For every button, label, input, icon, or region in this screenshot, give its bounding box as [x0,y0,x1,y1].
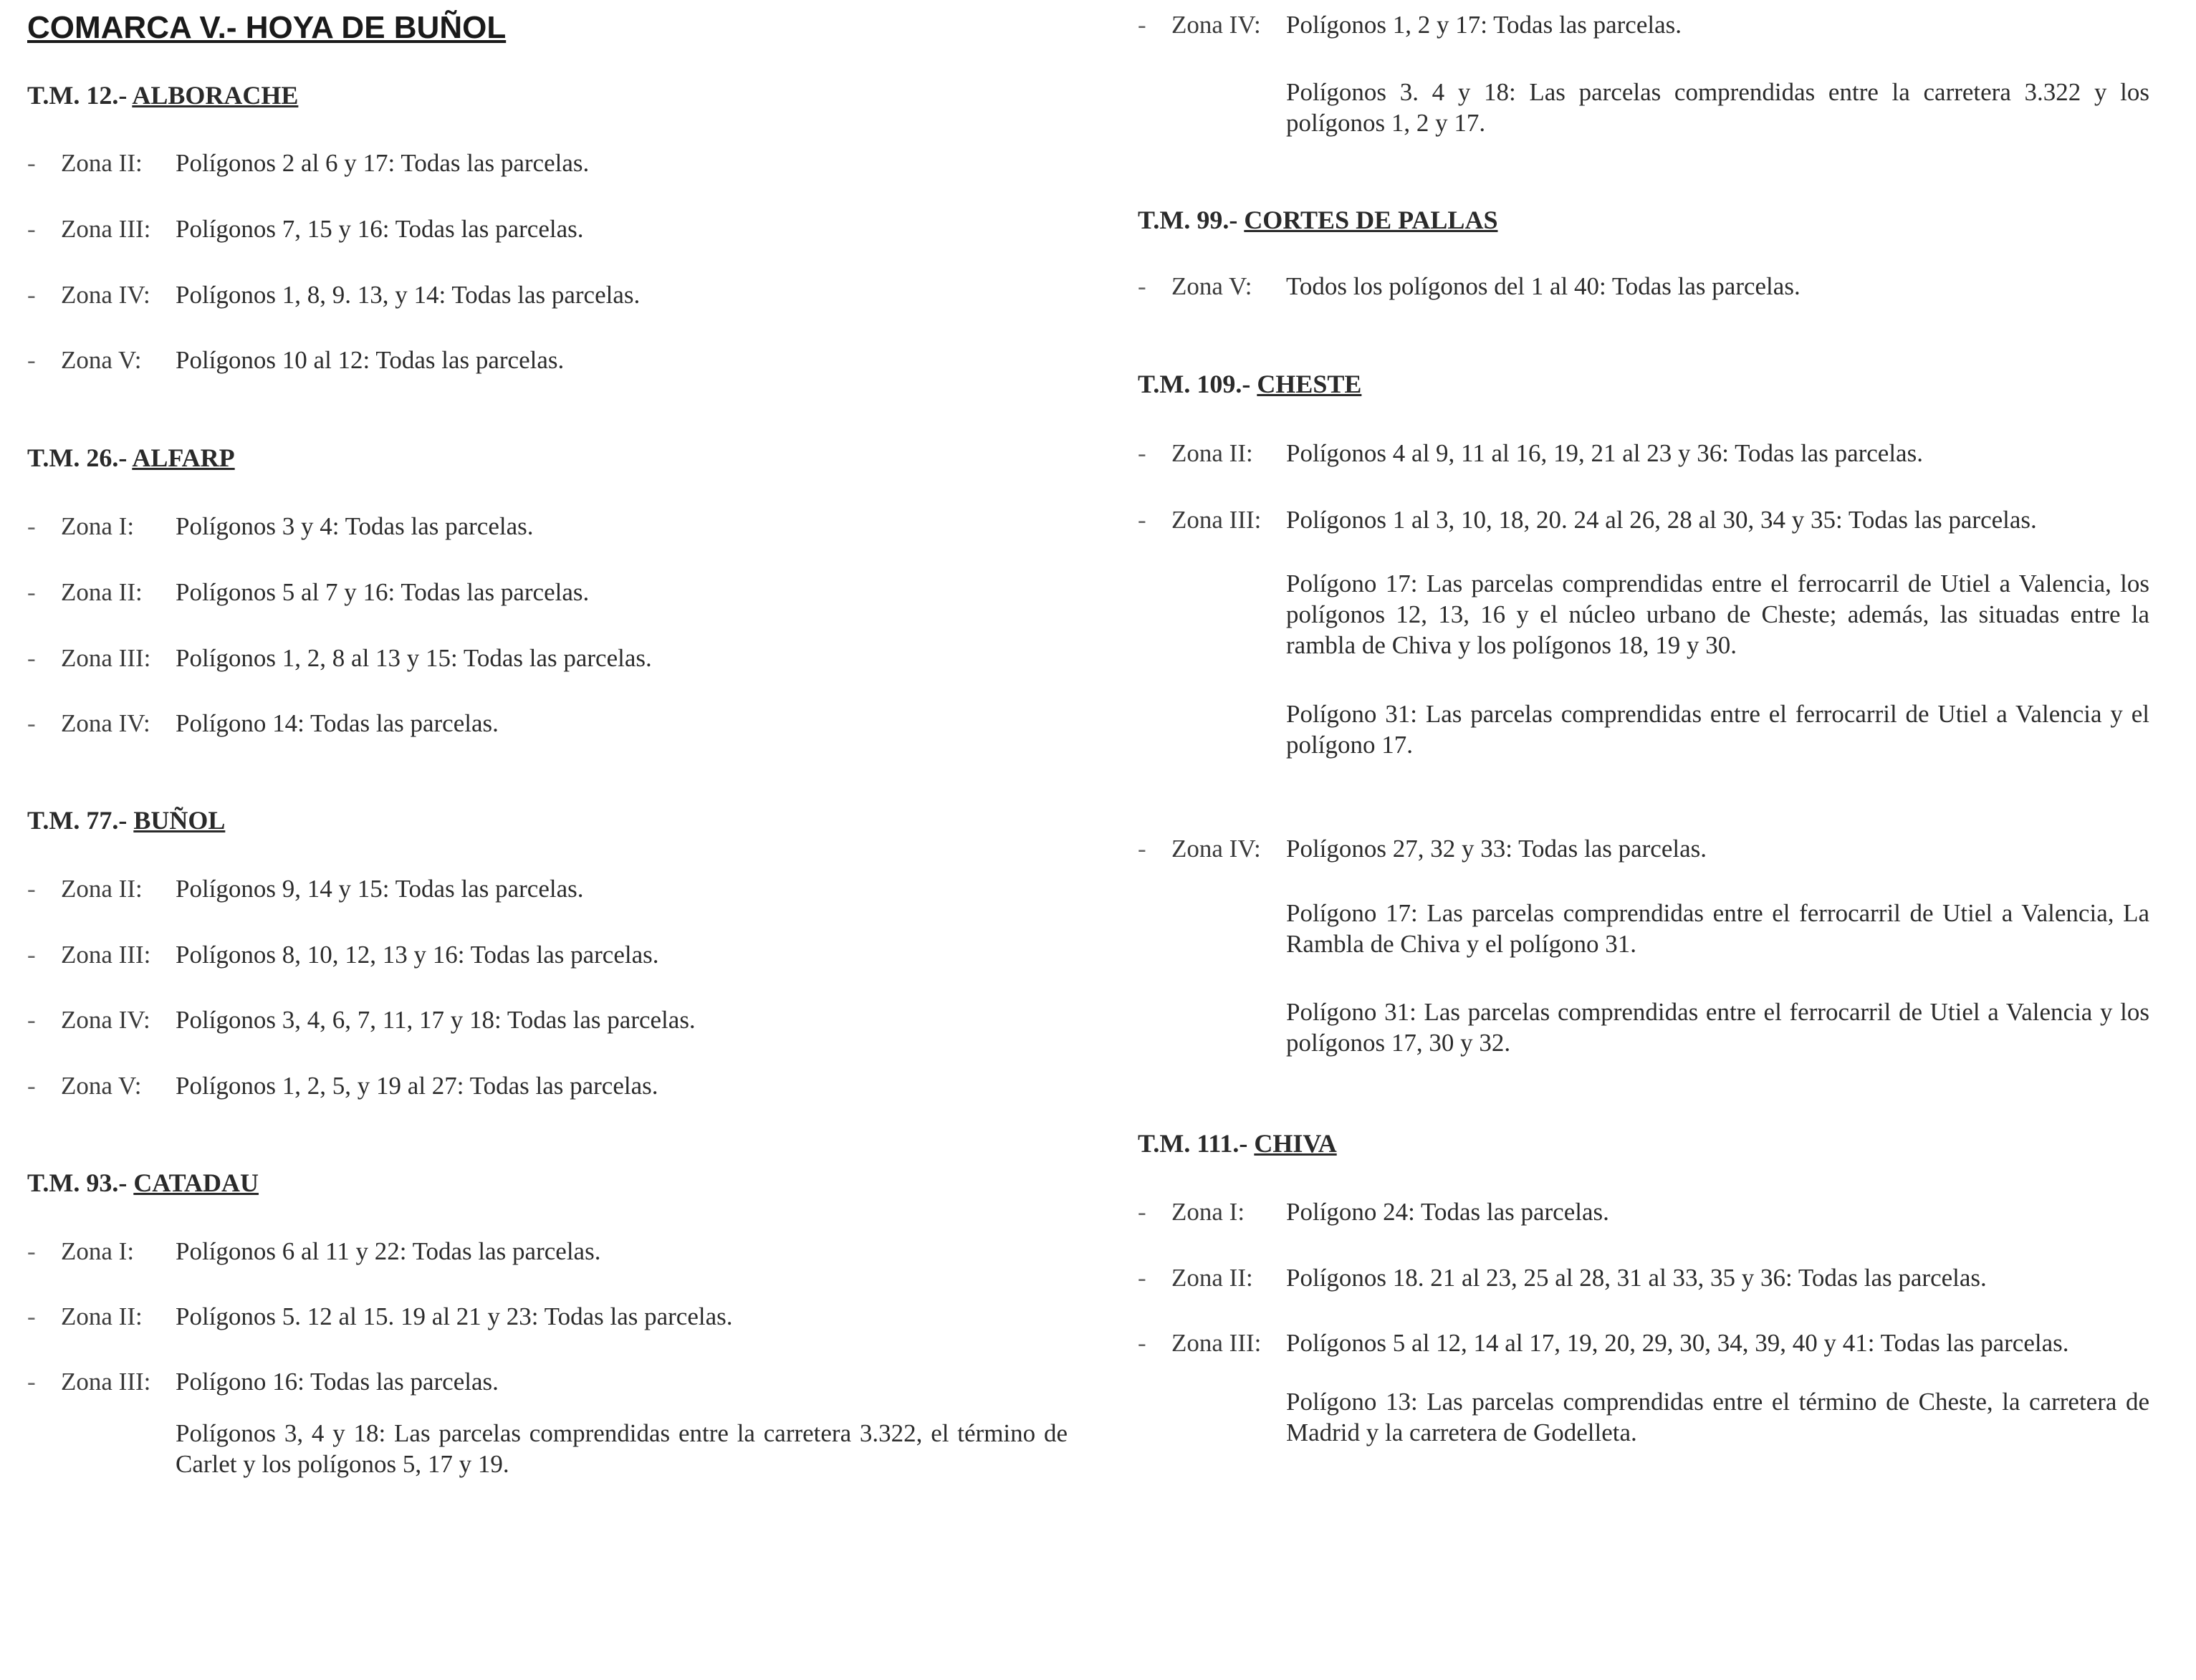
zona-text: Polígonos 1, 2, 8 al 13 y 15: Todas las parcelas. [176,644,652,672]
tm-number: T.M. 26.- [27,443,128,472]
zona-text: Polígonos 3 y 4: Todas las parcelas. [176,512,534,540]
tm-number: T.M. 99.- [1138,206,1238,234]
zona-label: Zona V: [61,346,142,374]
dash-bullet: - [1138,506,1146,534]
tm-heading-cortes-de-pallas [1138,205,1497,235]
detail-paragraph: Polígonos 3, 4 y 18: Las parcelas comprendidas entre la carretera 3.322, el término de Carlet y los polígonos 5, 17 y 19. [176,1419,1068,1478]
dash-bullet: - [1138,835,1146,863]
zona-label: Zona IV: [1171,11,1261,39]
tm-name: ALBORACHE [132,81,299,110]
zona-label: Zona I: [1171,1198,1245,1226]
dash-bullet: - [1138,272,1146,300]
zona-text: Polígonos 2 al 6 y 17: Todas las parcelas. [176,149,590,177]
tm-number: T.M. 111.- [1138,1129,1248,1158]
zona-text: Polígono 14: Todas las parcelas. [176,709,499,737]
zona-label: Zona II: [61,149,143,177]
zona-label: Zona IV: [61,709,150,737]
dash-bullet: - [27,644,36,672]
dash-bullet: - [1138,1198,1146,1226]
detail-paragraph: Polígono 31: Las parcelas comprendidas entre el ferrocarril de Utiel a Valencia y los polígonos 17, 30 y 32. [1286,998,2149,1057]
tm-number: T.M. 93.- [27,1168,128,1197]
detail-paragraph: Polígono 13: Las parcelas comprendidas entre el término de Cheste, la carretera de Madrid y la carretera de Godelleta. [1286,1388,2149,1446]
dash-bullet: - [27,1237,36,1265]
tm-heading-cheste [1138,369,1361,399]
detail-paragraph: Polígono 17: Las parcelas comprendidas entre el ferrocarril de Utiel a Valencia, La Rambla de Chiva y el polígono 31. [1286,899,2149,958]
zona-label: Zona II: [61,1302,143,1330]
detail-paragraph: Polígono 31: Las parcelas comprendidas entre el ferrocarril de Utiel a Valencia y el polígono 17. [1286,700,2149,759]
dash-bullet: - [1138,439,1146,467]
dash-bullet: - [27,1006,36,1034]
zona-label: Zona II: [61,578,143,606]
tm-name: CHESTE [1257,370,1362,398]
zona-text: Polígonos 5 al 12, 14 al 17, 19, 20, 29, 30, 34, 39, 40 y 41: Todas las parcelas. [1286,1329,2069,1357]
zona-label: Zona II: [61,875,143,903]
tm-name: CORTES DE PALLAS [1244,206,1498,234]
zona-label: Zona III: [1171,1329,1262,1357]
dash-bullet: - [27,149,36,177]
zona-text: Polígonos 7, 15 y 16: Todas las parcelas. [176,215,584,243]
zona-label: Zona III: [1171,506,1262,534]
dash-bullet: - [1138,1329,1146,1357]
zona-label: Zona V: [1171,272,1252,300]
zona-text: Polígonos 6 al 11 y 22: Todas las parcelas. [176,1237,601,1265]
dash-bullet: - [1138,11,1146,39]
zona-text: Polígonos 1, 2, 5, y 19 al 27: Todas las parcelas. [176,1072,658,1100]
zona-text: Polígonos 5. 12 al 15. 19 al 21 y 23: Todas las parcelas. [176,1302,733,1330]
zona-label: Zona II: [1171,439,1253,467]
dash-bullet: - [27,1072,36,1100]
dash-bullet: - [27,346,36,374]
zona-text: Todos los polígonos del 1 al 40: Todas las parcelas. [1286,272,1801,300]
zona-label: Zona I: [61,512,135,540]
zona-label: Zona II: [1171,1264,1253,1292]
zona-text: Polígonos 8, 10, 12, 13 y 16: Todas las parcelas. [176,941,659,969]
zona-label: Zona V: [61,1072,142,1100]
detail-paragraph: Polígono 17: Las parcelas comprendidas entre el ferrocarril de Utiel a Valencia, los polígonos 12, 13, 16 y el núcleo urbano de Cheste; además, las situadas entre la rambla de Chiva y los polígonos 18, 19 y 30. [1286,570,2149,659]
zona-text: Polígonos 1 al 3, 10, 18, 20. 24 al 26, 28 al 30, 34 y 35: Todas las parcelas. [1286,506,2037,534]
tm-heading-alfarp [27,443,235,473]
zona-text: Polígonos 1, 2 y 17: Todas las parcelas. [1286,11,1682,39]
zona-text: Polígonos 18. 21 al 23, 25 al 28, 31 al 33, 35 y 36: Todas las parcelas. [1286,1264,1987,1292]
zona-text: Polígono 16: Todas las parcelas. [176,1368,499,1396]
tm-name: CHIVA [1254,1129,1337,1158]
dash-bullet: - [27,281,36,309]
dash-bullet: - [27,578,36,606]
tm-number: T.M. 12.- [27,81,128,110]
zona-text: Polígonos 3, 4, 6, 7, 11, 17 y 18: Todas las parcelas. [176,1006,696,1034]
dash-bullet: - [27,1302,36,1330]
zona-label: Zona III: [61,1368,151,1396]
dash-bullet: - [27,215,36,243]
tm-heading-chiva [1138,1128,1337,1158]
tm-name: BUÑOL [133,806,226,835]
zona-text: Polígonos 27, 32 y 33: Todas las parcelas. [1286,835,1707,863]
comarca-title: COMARCA V.- HOYA DE BUÑOL [27,10,507,45]
tm-heading-bunol [27,805,225,835]
tm-heading-catadau [27,1168,259,1198]
tm-number: T.M. 77.- [27,806,128,835]
zona-text: Polígonos 5 al 7 y 16: Todas las parcelas. [176,578,590,606]
zona-label: Zona IV: [1171,835,1261,863]
zona-label: Zona III: [61,215,151,243]
dash-bullet: - [27,512,36,540]
dash-bullet: - [27,1368,36,1396]
zona-text: Polígonos 9, 14 y 15: Todas las parcelas. [176,875,584,903]
dash-bullet: - [1138,1264,1146,1292]
dash-bullet: - [27,941,36,969]
zona-text: Polígono 24: Todas las parcelas. [1286,1198,1609,1226]
tm-number: T.M. 109.- [1138,370,1251,398]
dash-bullet: - [27,875,36,903]
zona-label: Zona III: [61,941,151,969]
tm-name: CATADAU [133,1168,259,1197]
zona-label: Zona III: [61,644,151,672]
tm-name: ALFARP [132,443,235,472]
zona-label: Zona IV: [61,1006,150,1034]
zona-label: Zona IV: [61,281,150,309]
zona-text: Polígonos 1, 8, 9. 13, y 14: Todas las parcelas. [176,281,641,309]
zona-text: Polígonos 4 al 9, 11 al 16, 19, 21 al 23 y 36: Todas las parcelas. [1286,439,1923,467]
zona-text: Polígonos 10 al 12: Todas las parcelas. [176,346,565,374]
dash-bullet: - [27,709,36,737]
zona-label: Zona I: [61,1237,135,1265]
detail-paragraph: Polígonos 3. 4 y 18: Las parcelas comprendidas entre la carretera 3.322 y los polígonos 1, 2 y 17. [1286,78,2149,137]
tm-heading-alborache [27,80,298,110]
